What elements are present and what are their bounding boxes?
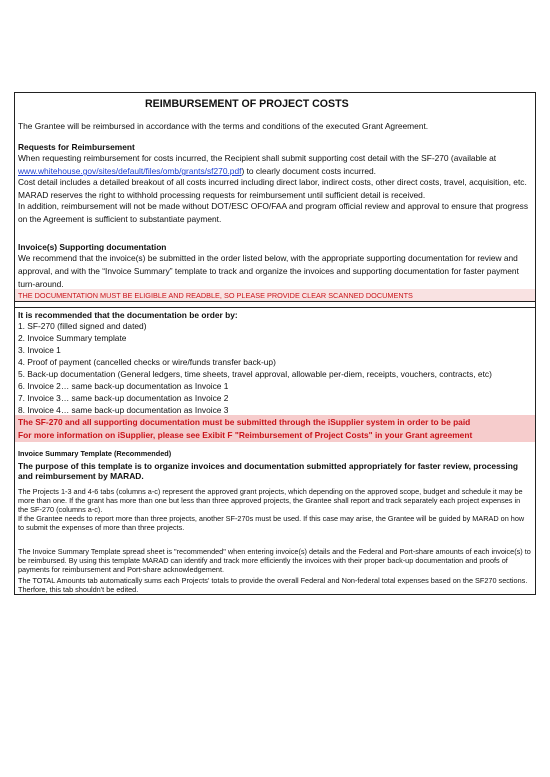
requests-line4: MARAD reserves the right to withhold processing requests for reimbursement until sufficient detail is received. — [18, 190, 426, 200]
summary-paragraph-2: If the Grantee needs to report more than three projects, another SF-270s must be used. If this case may arise, the Grantee will be guided by MARAD on how to submit the expenses of more than three projects. — [18, 514, 525, 532]
reimbursement-sheet — [14, 92, 536, 595]
documentation-warning: THE DOCUMENTATION MUST BE ELIGIBLE AND READBLE, SO PLEASE PROVIDE CLEAR SCANNED DOCUMENTS — [18, 291, 413, 300]
requests-heading: Requests for Reimbursement — [18, 142, 135, 152]
order-item-1: 1. SF-270 (filled signed and dated) — [18, 321, 147, 331]
invoice-line3: turn-around. — [18, 279, 64, 289]
requests-line2 — [18, 166, 532, 176]
order-item-4: 4. Proof of payment (cancelled checks or wire/funds transfer back-up) — [18, 357, 276, 367]
page-title: REIMBURSEMENT OF PROJECT COSTS — [145, 98, 349, 110]
invoice-line2: approval, and with the “Invoice Summary” template to track and organize the invoices and supporting documentation for faster payment — [18, 266, 519, 276]
summary-paragraph-4: The TOTAL Amounts tab automatically sums each Projects' totals to provide the overall Federal and Non-federal total expenses based on the SF270 sections. Therfore, this tab shouldn't be edited. — [18, 576, 528, 594]
order-item-5: 5. Back-up documentation (General ledgers, time sheets, travel approval, allowable per-diem, receipts, vouchers, contracts, etc) — [18, 369, 492, 379]
order-item-3: 3. Invoice 1 — [18, 345, 61, 355]
sf270-link[interactable]: www.whitehouse.gov/sites/default/files/omb/grants/sf270.pdf — [18, 166, 242, 176]
requests-line3: Cost detail includes a detailed breakout of all costs incurred including direct labor, indirect costs, other direct costs, travel, acquisition, etc. — [18, 177, 527, 187]
divider — [15, 307, 535, 308]
order-item-6: 6. Invoice 2… same back-up documentation as Invoice 1 — [18, 381, 229, 391]
requests-line1: When requesting reimbursement for costs incurred, the Recipient shall submit supporting cost detail with the SF-270 (available at — [18, 153, 497, 163]
divider — [15, 301, 535, 302]
requests-line5: In addition, reimbursement will not be made without DOT/ESC OFO/FAA and program official review and approval to ensure that progress — [18, 201, 529, 211]
invoice-heading: Invoice(s) Supporting documentation — [18, 242, 167, 252]
requests-line2-suffix: ) to clearly document costs incurred. — [241, 166, 376, 176]
invoice-line1: We recommend that the invoice(s) be submitted in the order listed below, with the appropriate supporting documentation for review and — [18, 253, 518, 263]
order-item-8: 8. Invoice 4… same back-up documentation as Invoice 3 — [18, 405, 229, 415]
intro-text: The Grantee will be reimbursed in accordance with the terms and conditions of the executed Grant Agreement. — [18, 121, 429, 131]
requests-line6: on the Agreement is sufficient to substantiate payment. — [18, 214, 222, 224]
summary-purpose: The purpose of this template is to organize invoices and documentation submitted appropriately for faster review, processing and reimbursement by MARAD. — [18, 461, 518, 481]
order-item-2: 2. Invoice Summary template — [18, 333, 127, 343]
summary-paragraph-3: The Invoice Summary Template spread sheet is "recommended" when entering invoice(s) details and the Federal and Port-share amounts of each invoice(s) to be reimbursed. By using this template MARAD can identify and track more efficiently the invoices with their proper back-up documentation and proofs of payments for reimbursement and Port-share acknowledgement. — [18, 547, 531, 574]
order-heading: It is recommended that the documentation be order by: — [18, 310, 238, 320]
isupplier-notice-2: For more information on iSupplier, please see Exibit F "Reimbursement of Project Costs" in your Grant agreement — [18, 430, 473, 440]
summary-paragraph-1: The Projects 1-3 and 4-6 tabs (columns a-c) represent the approved grant projects, which depending on the approved scope, budget and schedule it may be more than one. If the grant has more than one but less than three approved projects, the Grantee shall report and track separately each project expenses in the SF-270 (columns a-c). — [18, 487, 523, 514]
isupplier-notice-1: The SF-270 and all supporting documentation must be submitted through the iSupplier system in order to be paid — [18, 417, 471, 427]
order-item-7: 7. Invoice 3… same back-up documentation as Invoice 2 — [18, 393, 229, 403]
summary-heading: Invoice Summary Template (Recommended) — [18, 449, 172, 458]
